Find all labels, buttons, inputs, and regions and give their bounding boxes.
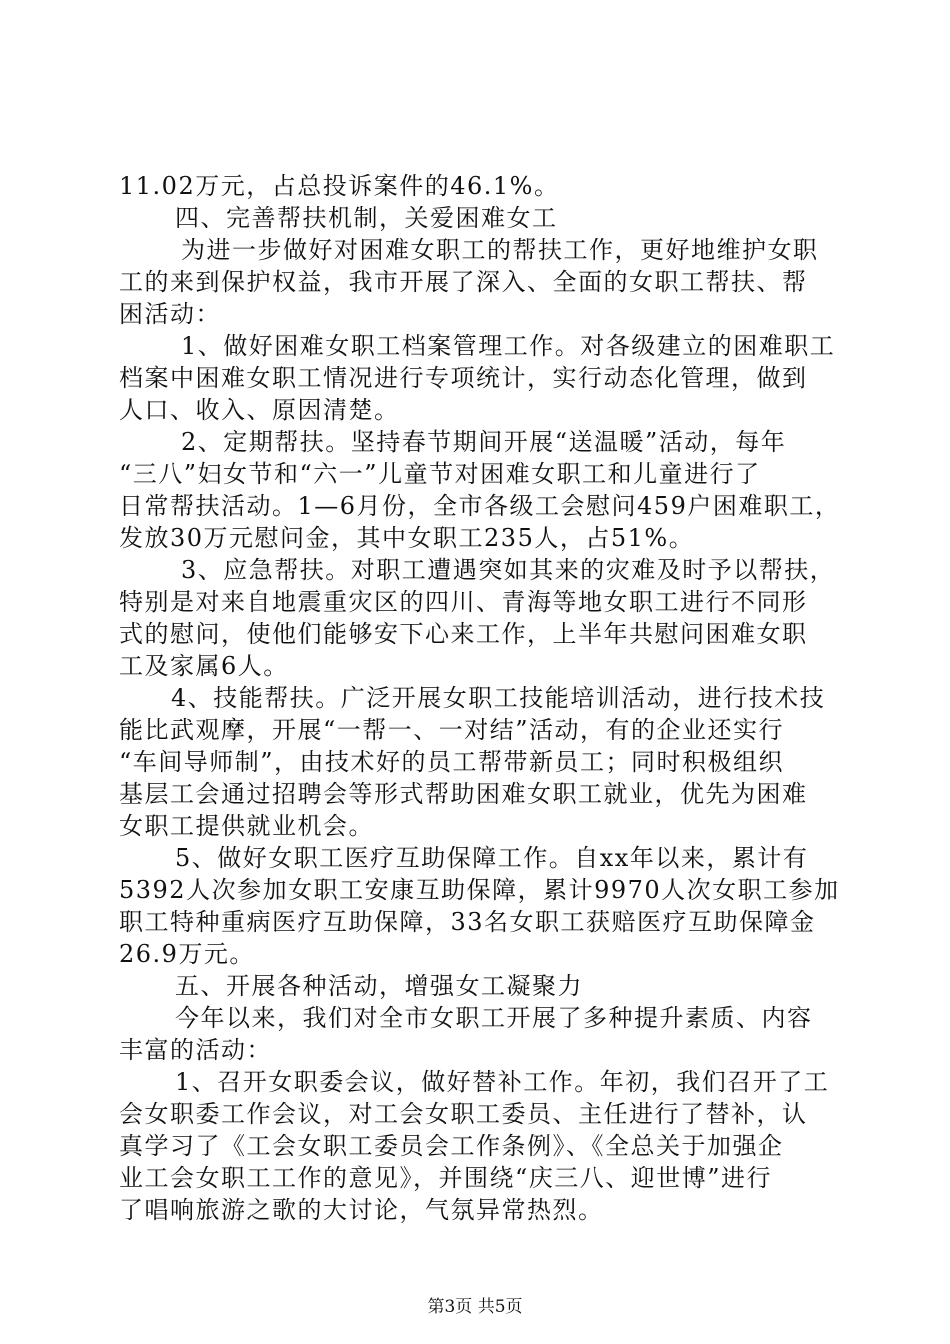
paragraph-line: 5392人次参加女职工安康互助保障，累计9970人次女职工参加 <box>119 876 840 904</box>
list-item-line: 1、做好困难女职工档案管理工作。对各级建立的困难职工 <box>181 332 836 360</box>
paragraph-line: 困活动： <box>119 300 221 328</box>
paragraph-line: 为进一步做好对困难女职工的帮扶工作，更好地维护女职 <box>181 236 819 264</box>
list-item-line: 3、应急帮扶。对职工遭遇突如其来的灾难及时予以帮扶， <box>181 556 836 584</box>
paragraph-line: 日常帮扶活动。1—6月份，全市各级工会慰问459户困难职工， <box>119 492 841 520</box>
paragraph-line: 真学习了《工会女职工委员会工作条例》、《全总关于加强企 <box>119 1132 784 1160</box>
paragraph-line: 了唱响旅游之歌的大讨论，气氛异常热烈。 <box>119 1196 604 1224</box>
paragraph-line: 工及家属6人。 <box>119 652 289 680</box>
paragraph-line: 发放30万元慰问金，其中女职工235人，占51%。 <box>119 524 695 552</box>
section-heading-4: 四、完善帮扶机制，关爱困难女工 <box>175 204 558 232</box>
paragraph-line: 今年以来，我们对全市女职工开展了多种提升素质、内容 <box>175 1004 813 1032</box>
paragraph-line: 基层工会通过招聘会等形式帮助困难女职工就业，优先为困难 <box>119 780 808 808</box>
paragraph-line: “车间导师制”，由技术好的员工帮带新员工；同时积极组织 <box>119 748 785 776</box>
paragraph-line: 特别是对来自地震重灾区的四川、青海等地女职工进行不同形 <box>119 588 808 616</box>
paragraph-line: 式的慰问，使他们能够安下心来工作，上半年共慰问困难女职 <box>119 620 808 648</box>
paragraph-line: 会女职委工作会议，对工会女职工委员、主任进行了替补，认 <box>119 1100 808 1128</box>
paragraph-line: 11.02万元，占总投诉案件的46.1%。 <box>119 172 560 200</box>
list-item-line: 5、做好女职工医疗互助保障工作。自xx年以来，累计有 <box>175 844 809 872</box>
paragraph-line: 业工会女职工工作的意见》，并围绕“庆三八、迎世博”进行 <box>119 1164 773 1192</box>
page-number-footer: 第3页 共5页 <box>427 1297 523 1317</box>
paragraph-line: 人口、收入、原因清楚。 <box>119 396 400 424</box>
list-item-line: 2、定期帮扶。坚持春节期间开展“送温暖”活动，每年 <box>181 428 787 456</box>
paragraph-line: 职工特种重病医疗互助保障，33名女职工获赔医疗互助保障金 <box>119 908 816 936</box>
paragraph-line: 丰富的活动： <box>119 1036 272 1064</box>
paragraph-line: “三八”妇女节和“六一”儿童节对困难女职工和儿童进行了 <box>119 460 761 488</box>
list-item-line: 1、召开女职委会议，做好替补工作。年初，我们召开了工 <box>175 1068 830 1096</box>
paragraph-line: 工的来到保护权益，我市开展了深入、全面的女职工帮扶、帮 <box>119 268 808 296</box>
section-heading-5: 五、开展各种活动，增强女工凝聚力 <box>175 972 583 1000</box>
paragraph-line: 26.9万元。 <box>119 940 255 968</box>
document-body <box>119 170 839 1226</box>
list-item-line: 4、技能帮扶。广泛开展女职工技能培训活动，进行技术技 <box>171 684 826 712</box>
paragraph-line: 女职工提供就业机会。 <box>119 812 374 840</box>
paragraph-line: 能比武观摩，开展“一帮一、一对结”活动，有的企业还实行 <box>119 716 785 744</box>
paragraph-line: 档案中困难女职工情况进行专项统计，实行动态化管理，做到 <box>119 364 808 392</box>
